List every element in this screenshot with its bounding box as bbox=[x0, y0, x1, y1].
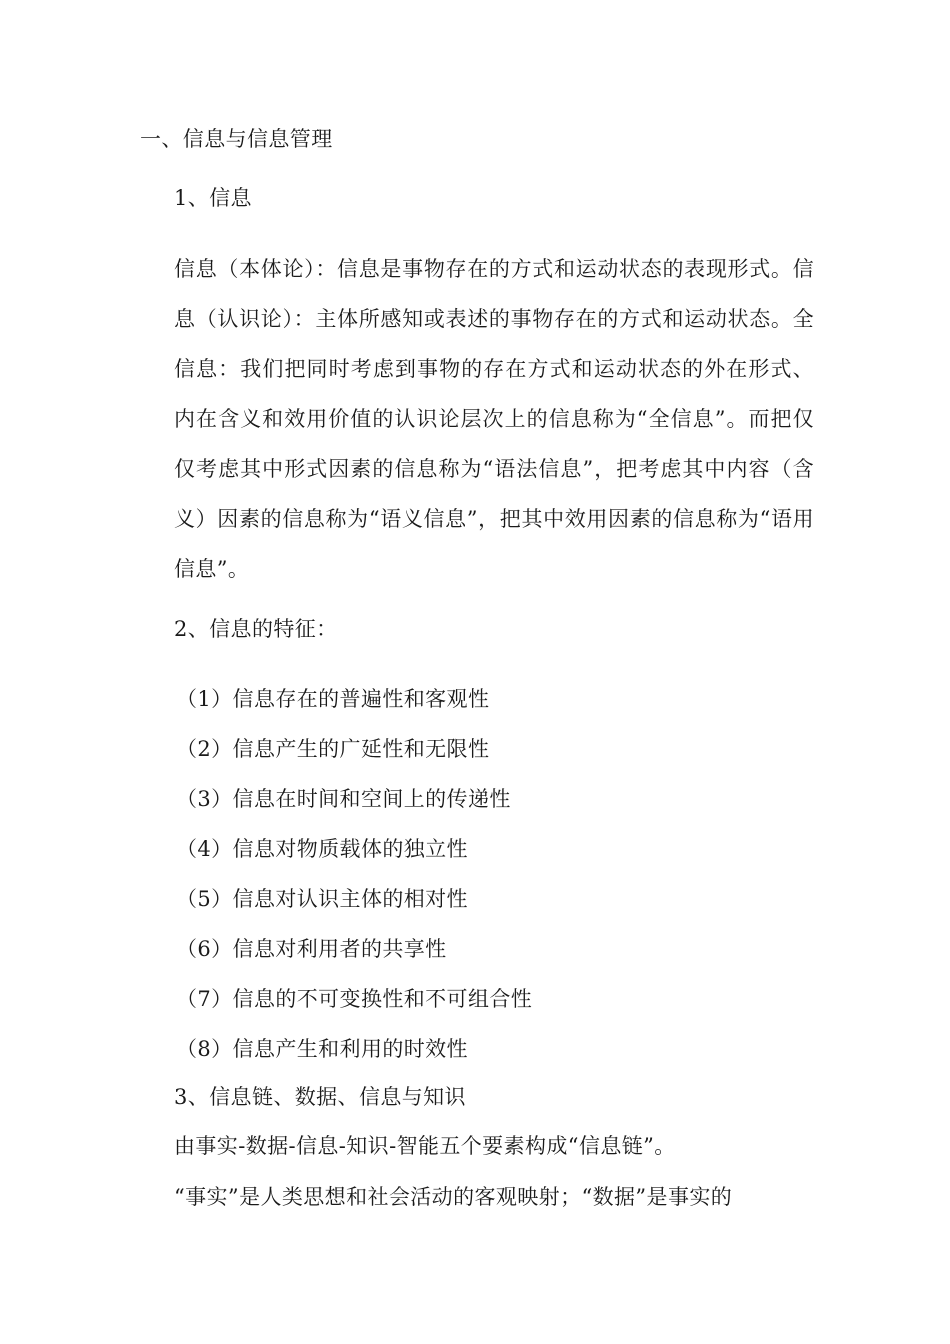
feature-item-1: （1）信息存在的普遍性和客观性 bbox=[176, 687, 490, 711]
feature-item-8: （8）信息产生和利用的时效性 bbox=[176, 1037, 468, 1061]
feature-item-3: （3）信息在时间和空间上的传递性 bbox=[176, 787, 511, 811]
feature-item-5: （5）信息对认识主体的相对性 bbox=[176, 887, 468, 911]
section-2-title: 2、信息的特征： bbox=[174, 617, 338, 641]
section-3-title: 3、信息链、数据、信息与知识 bbox=[174, 1085, 466, 1109]
feature-item-6: （6）信息对利用者的共享性 bbox=[176, 937, 447, 961]
heading-information-management: 一、信息与信息管理 bbox=[140, 127, 333, 151]
section-1-title: 1、信息 bbox=[174, 186, 252, 210]
information-chain-line: 由事实-数据-信息-知识-智能五个要素构成“信息链”。 bbox=[174, 1134, 676, 1158]
fact-definition-line: “事实”是人类思想和社会活动的客观映射；“数据”是事实的 bbox=[174, 1185, 733, 1209]
paragraph-information-definition: 信息（本体论）：信息是事物存在的方式和运动状态的表现形式。信息（认识论）：主体所感知或表述的事物存在的方式和运动状态。全信息：我们把同时考虑到事物的存在方式和运动状态的外在形式、内在含义和效用价值的认识论层次上的信息称为“全信息”。而把仅仅考虑其中形式因素的信息称为“语法信息”，把考虑其中内容（含义）因素的信息称为“语义信息”，把其中效用因素的信息称为“语用信息”。 bbox=[174, 257, 814, 581]
feature-item-4: （4）信息对物质载体的独立性 bbox=[176, 837, 468, 861]
feature-item-7: （7）信息的不可变换性和不可组合性 bbox=[176, 987, 533, 1011]
feature-item-2: （2）信息产生的广延性和无限性 bbox=[176, 737, 490, 761]
